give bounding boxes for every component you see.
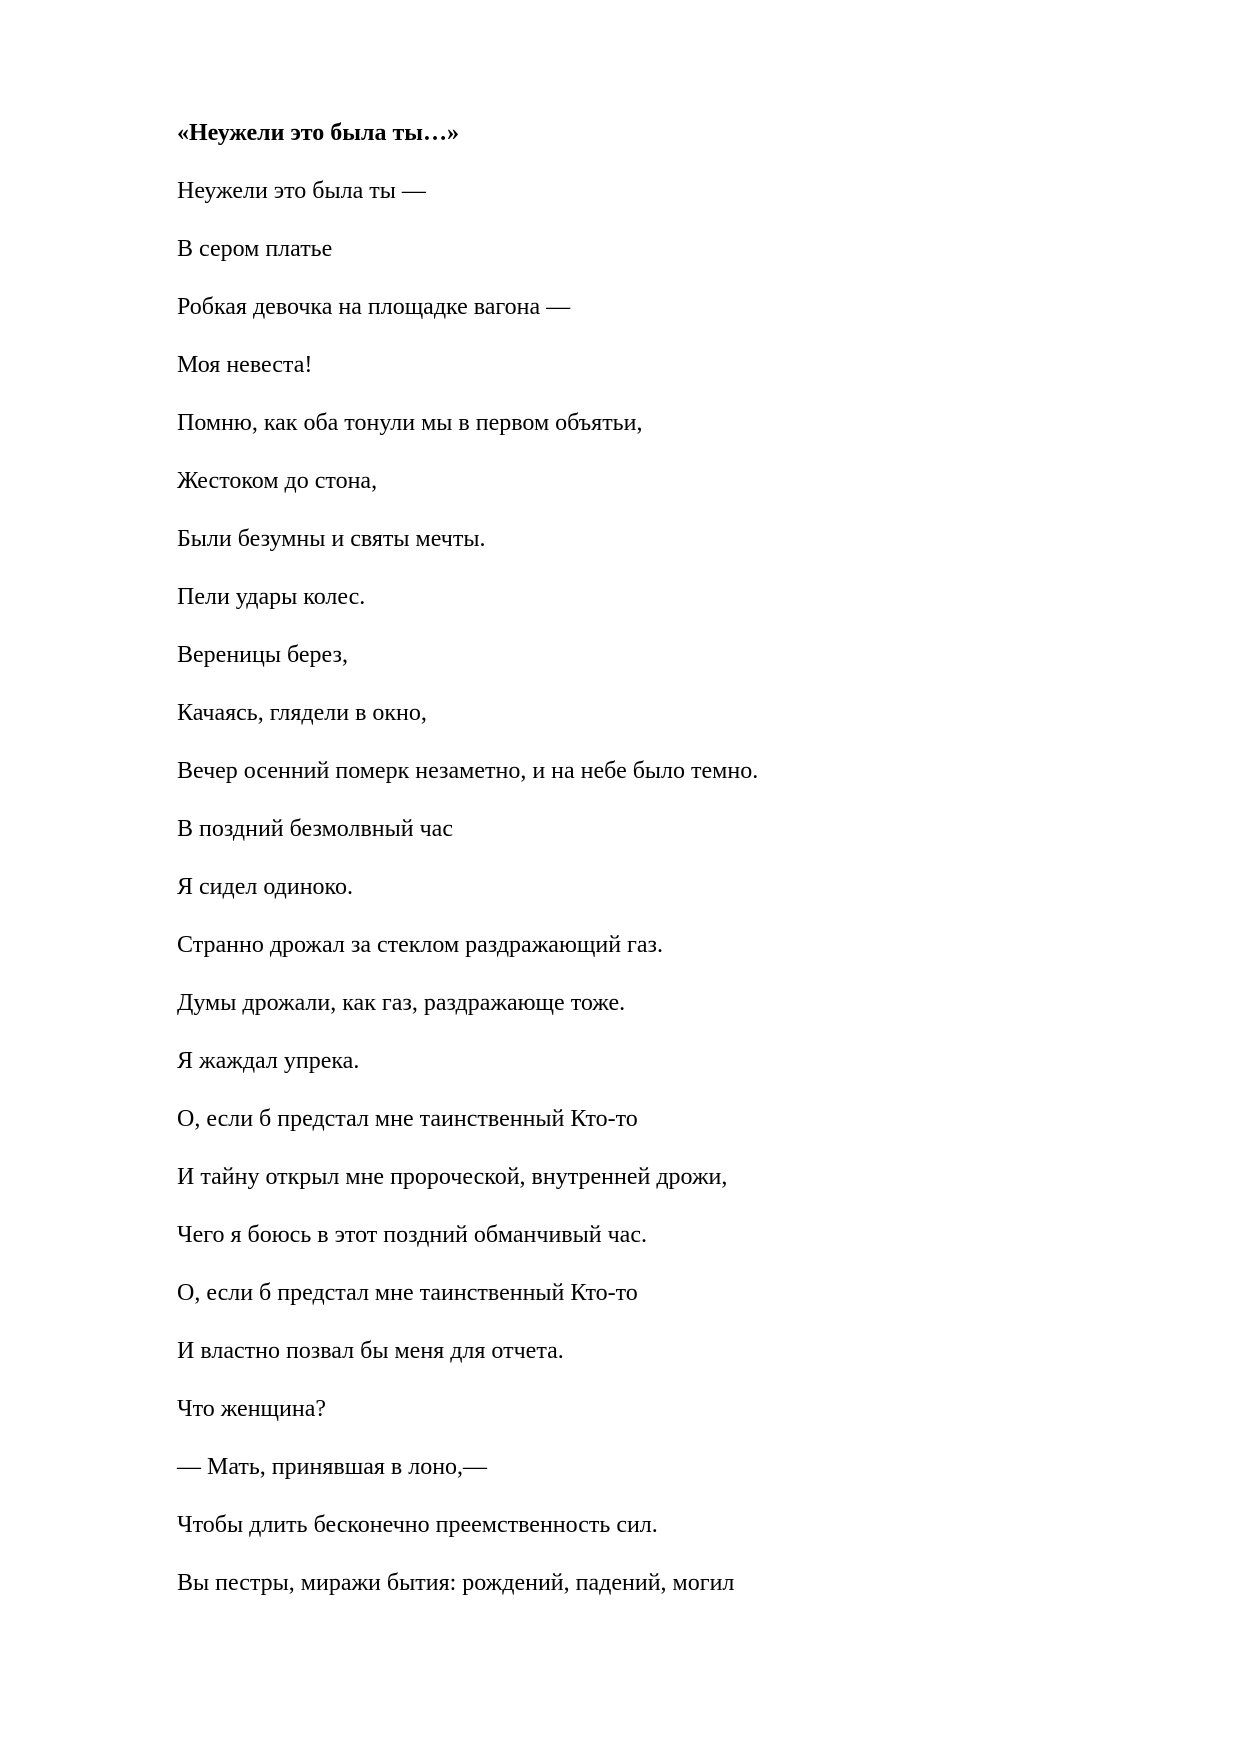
poem-line: Вы пестры, миражи бытия: рождений, падений, могил — [177, 1570, 735, 1596]
poem-lines — [177, 174, 1157, 1600]
poem-line: Были безумны и святы мечты. — [177, 526, 486, 552]
poem-line: Пели удары колес. — [177, 584, 366, 610]
poem-line: О, если б предстал мне таинственный Кто-то — [177, 1106, 638, 1132]
poem-line: И властно позвал бы меня для отчета. — [177, 1338, 564, 1364]
poem-line: Вечер осенний померк незаметно, и на небе было темно. — [177, 758, 759, 784]
poem-line: В поздний безмолвный час — [177, 816, 453, 842]
poem-line: Робкая девочка на площадке вагона — — [177, 294, 571, 320]
poem-line: Чтобы длить бесконечно преемственность сил. — [177, 1512, 658, 1538]
poem-line: О, если б предстал мне таинственный Кто-то — [177, 1280, 638, 1306]
poem-line: Вереницы берез, — [177, 642, 348, 668]
poem-line: Помню, как оба тонули мы в первом объятьи, — [177, 410, 643, 436]
poem-line: Я жаждал упрека. — [177, 1048, 360, 1074]
poem-line: В сером платье — [177, 236, 333, 262]
poem-line: Чего я боюсь в этот поздний обманчивый час. — [177, 1222, 647, 1248]
poem-line: Я сидел одиноко. — [177, 874, 353, 900]
poem-line: И тайну открыл мне пророческой, внутренней дрожи, — [177, 1164, 728, 1190]
poem — [177, 116, 1157, 1624]
poem-line: Думы дрожали, как газ, раздражающе тоже. — [177, 990, 626, 1016]
poem-line: Моя невеста! — [177, 352, 313, 378]
poem-line: — Мать, принявшая в лоно,— — [177, 1454, 488, 1480]
poem-line: Что женщина? — [177, 1396, 327, 1422]
poem-line: Качаясь, глядели в окно, — [177, 700, 427, 726]
poem-line: Жестоком до стона, — [177, 468, 378, 494]
poem-line: Неужели это была ты — — [177, 178, 426, 204]
poem-title: «Неужели это была ты…» — [177, 120, 460, 146]
poem-line: Странно дрожал за стеклом раздражающий газ. — [177, 932, 664, 958]
